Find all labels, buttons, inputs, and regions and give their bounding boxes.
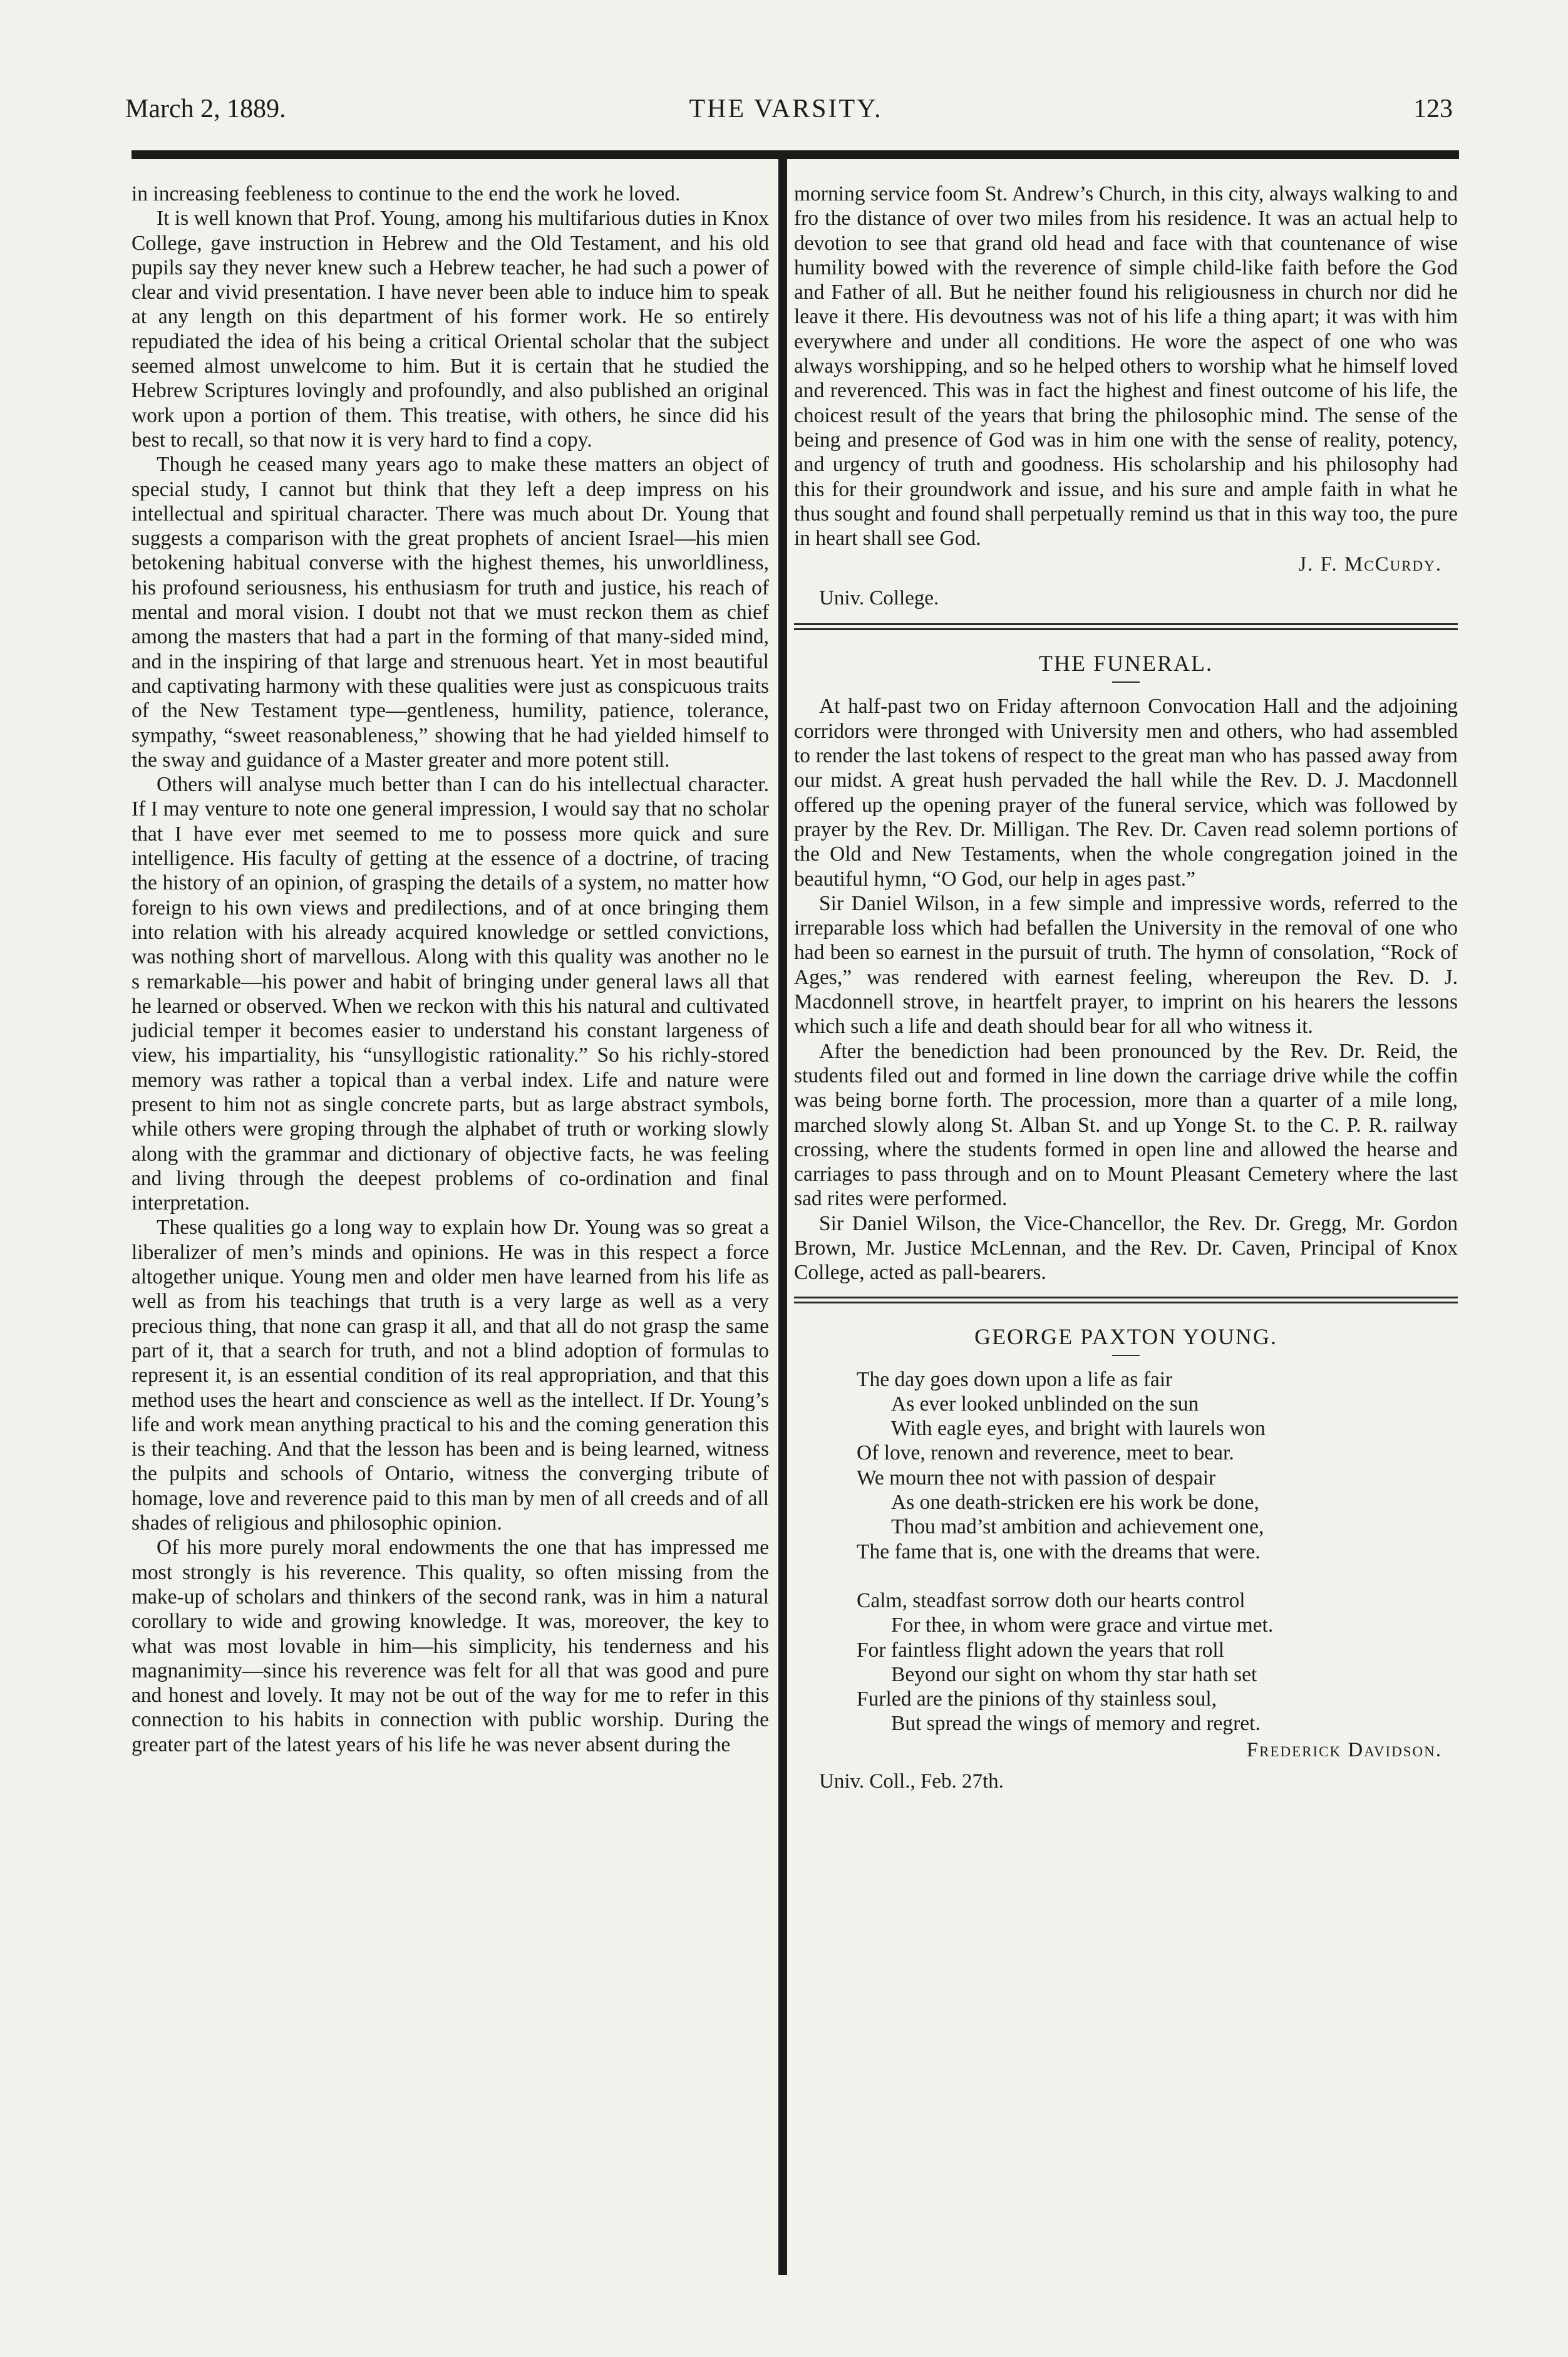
- funeral-paragraph: Sir Daniel Wilson, the Vice-Chancellor, the Rev. Dr. Gregg, Mr. Gordon Brown, Mr. Justice McLennan, and the Rev. Dr. Caven, Principal of Knox College, acted as pall-bearers.: [794, 1211, 1458, 1285]
- header-rule: [132, 150, 1459, 159]
- heading-dash: [1112, 1355, 1140, 1356]
- funeral-paragraph: Sir Daniel Wilson, in a few simple and impressive words, referred to the irreparable loss which had befallen the University in the removal of one who had been so earnest in the pursuit of truth. The hymn of consolation, “Rock of Ages,” was rendered with earnest feeling, whereupon the Rev. D. J. Macdonnell strove, in heartfelt prayer, to imprint on his hearers the lessons which such a life and death should bear for all who witness it.: [794, 891, 1458, 1039]
- publication-title: THE VARSITY.: [689, 95, 883, 123]
- poem-line: As ever looked unblinded on the sun: [891, 1392, 1199, 1416]
- heading-dash: [1112, 681, 1140, 683]
- poem: [857, 1367, 1458, 1736]
- article-paragraph: in increasing feebleness to continue to the end the work he loved.: [132, 182, 681, 205]
- poem-line: Of love, renown and reverence, meet to bear.: [857, 1441, 1234, 1465]
- poem-line: Calm, steadfast sorrow doth our hearts control: [857, 1588, 1246, 1612]
- poem-line: Furled are the pinions of thy stainless soul,: [857, 1687, 1217, 1711]
- article-continuation: morning service foom St. Andrew’s Church, in this city, always walking to and fro the distance of over two miles from his residence. It was an actual help to devotion to see that grand old head and face with that countenance of wise humility bowed with the reverence of simple child-like faith before the God and Father of all. But he neither found his religiousness in church nor did he leave it there. His devoutness was not of his life a thing apart; it was with him everywhere and under all conditions. He wore the aspect of one who was always worshipping, and so he helped others to worship what he himself loved and reverenced. This was in fact the highest and finest outcome of his life, the choicest result of the years that bring the philosophic mind. The sense of the being and presence of God was in him one with the sense of reality, potency, and urgency of truth and goodness. His scholarship and his philosophy had this for their groundwork and issue, and his sure and ample faith in what he thus sought and found shall perpetually remind us that in this way too, the pure in heart shall see God.: [794, 182, 1458, 551]
- section-divider: [794, 1297, 1458, 1303]
- article-paragraph: Of his more purely moral endowments the one that has impressed me most strongly is his reverence. This quality, so often missing from the make-up of scholars and thinkers of the second rank, was in him a natural corollary to wide and growing knowledge. It was, moreover, the key to what was most lovable in him—his simplicity, his tenderness and his magnanimity—since his reverence was felt for all that was good and pure and honest and lovely. It may not be out of the way for me to refer in this connection to his habits in connection with public worship. During the greater part of the latest years of his life he was never absent during the: [132, 1536, 769, 1756]
- poem-line: For faintless flight adown the years that roll: [857, 1638, 1225, 1662]
- poem-line: For thee, in whom were grace and virtue met.: [891, 1614, 1274, 1637]
- article-paragraph: Others will analyse much better than I can do his intellectual character. If I may venture to note one general impression, I would say that no scholar that I have ever met seemed to me to possess more quick and sure intelligence. His faculty of getting at the essence of a doctrine, of tracing the history of an opinion, of grasping the details of a system, no matter how foreign to his own views and predilections, and of at once bringing them into relation with his already acquired knowledge or settled convictions, was nothing short of marvellous. Along with this quality was another no le s remarkable—his power and habit of bringing under general laws all that he learned or observed. When we reckon with this his natural and cultivated judicial temper it becomes easier to understand his constant largeness of view, his impartiality, his “unsyllogistic rationality.” So his richly-stored memory was rather a topical than a verbal index. Life and nature were present to him not as single concrete parts, but as large abstract symbols, while others were groping through the alphabet of truth or working slowly along with the grammar and dictionary of objective facts, he was feeling and living through the deepest problems of co-ordination and final interpretation.: [132, 773, 770, 1215]
- masthead: [106, 94, 1465, 132]
- page-number: 123: [1413, 95, 1453, 123]
- poem-line: With eagle eyes, and bright with laurels won: [891, 1417, 1266, 1441]
- poem-heading: GEORGE PAXTON YOUNG.: [974, 1324, 1277, 1349]
- poem-dateline: Univ. Coll., Feb. 27th.: [819, 1769, 1004, 1793]
- issue-date: March 2, 1889.: [125, 95, 286, 123]
- funeral-paragraph: At half-past two on Friday afternoon Convocation Hall and the adjoining corridors were thronged with University men and others, who had assembled to render the last tokens of respect to the great man who has passed away from our midst. A great hush pervaded the hall while the Rev. D. J. Macdonnell offered up the opening prayer of the funeral service, which was followed by prayer by the Rev. Dr. Milligan. The Rev. Dr. Caven read solemn portions of the Old and New Testaments, when the whole congregation joined in the beautiful hymn, “O God, our help in ages past.”: [794, 695, 1458, 891]
- right-column: [794, 182, 1458, 1795]
- poem-line: The fame that is, one with the dreams that were.: [857, 1540, 1261, 1563]
- column-rule: [778, 158, 787, 2275]
- poem-line: We mourn thee not with passion of despair: [857, 1466, 1216, 1489]
- poem-author: Frederick Davidson.: [1246, 1738, 1442, 1761]
- article-paragraph: It is well known that Prof. Young, among his multifarious duties in Knox College, gave instruction in Hebrew and the Old Testament, and his old pupils say they never knew such a Hebrew teacher, he had such a power of clear and vivid presentation. I have never been able to induce him to speak at any length on this department of his former work. He so entirely repudiated the idea of his being a critical Oriental scholar that the subject seemed almost unwelcome to him. But it is certain that he studied the Hebrew Scriptures lovingly and profoundly, and also published an original work upon a portion of them. This treatise, with others, he since did his best to recall, so that now it is very hard to find a copy.: [132, 207, 769, 452]
- poem-line: Beyond our sight on whom thy star hath set: [891, 1662, 1257, 1686]
- article-signature: J. F. McCurdy.: [1298, 553, 1442, 576]
- signature-place: Univ. College.: [819, 587, 939, 610]
- funeral-paragraph: After the benediction had been pronounced by the Rev. Dr. Reid, the students filed out and formed in line down the carriage drive while the coffin was being borne forth. The procession, more than a quarter of a mile long, marched slowly along St. Alban St. and up Yonge St. to the C. P. R. railway crossing, where the students formed in open line and allowed the hearse and carriages to pass through and on to Mount Pleasant Cemetery where the last sad rites were performed.: [794, 1039, 1458, 1211]
- funeral-heading: THE FUNERAL.: [1039, 651, 1213, 676]
- article-paragraph: Though he ceased many years ago to make these matters an object of special study, I cannot but think that they left a deep impress on his intellectual and spiritual character. There was much about Dr. Young that suggests a comparison with the great prophets of ancient Israel—his mien betokening habitual converse with the highest themes, his unworldliness, his profound seriousness, his enthusiasm for truth and justice, his reach of mental and moral vision. I doubt not that we must reckon them as chief among the masters that had a part in the forming of that many-sided mind, and in the inspiring of that large and strenuous heart. Yet in most beautiful and captivating harmony with these qualities were just as conspicuous traits of the New Testament type—gentleness, humility, patience, tolerance, sympathy, “sweet reasonableness,” showing that he had yielded himself to the sway and guidance of a Master greater and more potent still.: [132, 453, 769, 772]
- section-divider: [794, 623, 1458, 630]
- left-column: [132, 182, 769, 1757]
- poem-line: As one death-stricken ere his work be done,: [891, 1491, 1259, 1515]
- poem-line: But spread the wings of memory and regret.: [891, 1712, 1261, 1736]
- poem-line: The day goes down upon a life as fair: [857, 1367, 1173, 1391]
- poem-line: Thou mad’st ambition and achievement one,: [891, 1515, 1264, 1539]
- article-paragraph: These qualities go a long way to explain how Dr. Young was so great a liberalizer of men’s minds and opinions. He was in this respect a force altogether unique. Young men and older men have learned from his life as well as from his teachings that truth is a very large as well as a very precious thing, that none can grasp it all, and that all do not grasp the same part of it, that a search for truth, and not a blind adoption of formulas to represent it, is an essential condition of its real appropriation, and that this method uses the heart and conscience as well as the intellect. If Dr. Young’s life and work mean anything practical to his and the coming generation this is their teaching. And that the lesson has been and is being learned, witness the pulpits and schools of Ontario, witness the converging tribute of homage, love and reverence paid to this man by men of all creeds and of all shades of religious and philosophic opinion.: [132, 1216, 769, 1535]
- stanza-break: [857, 1564, 1458, 1588]
